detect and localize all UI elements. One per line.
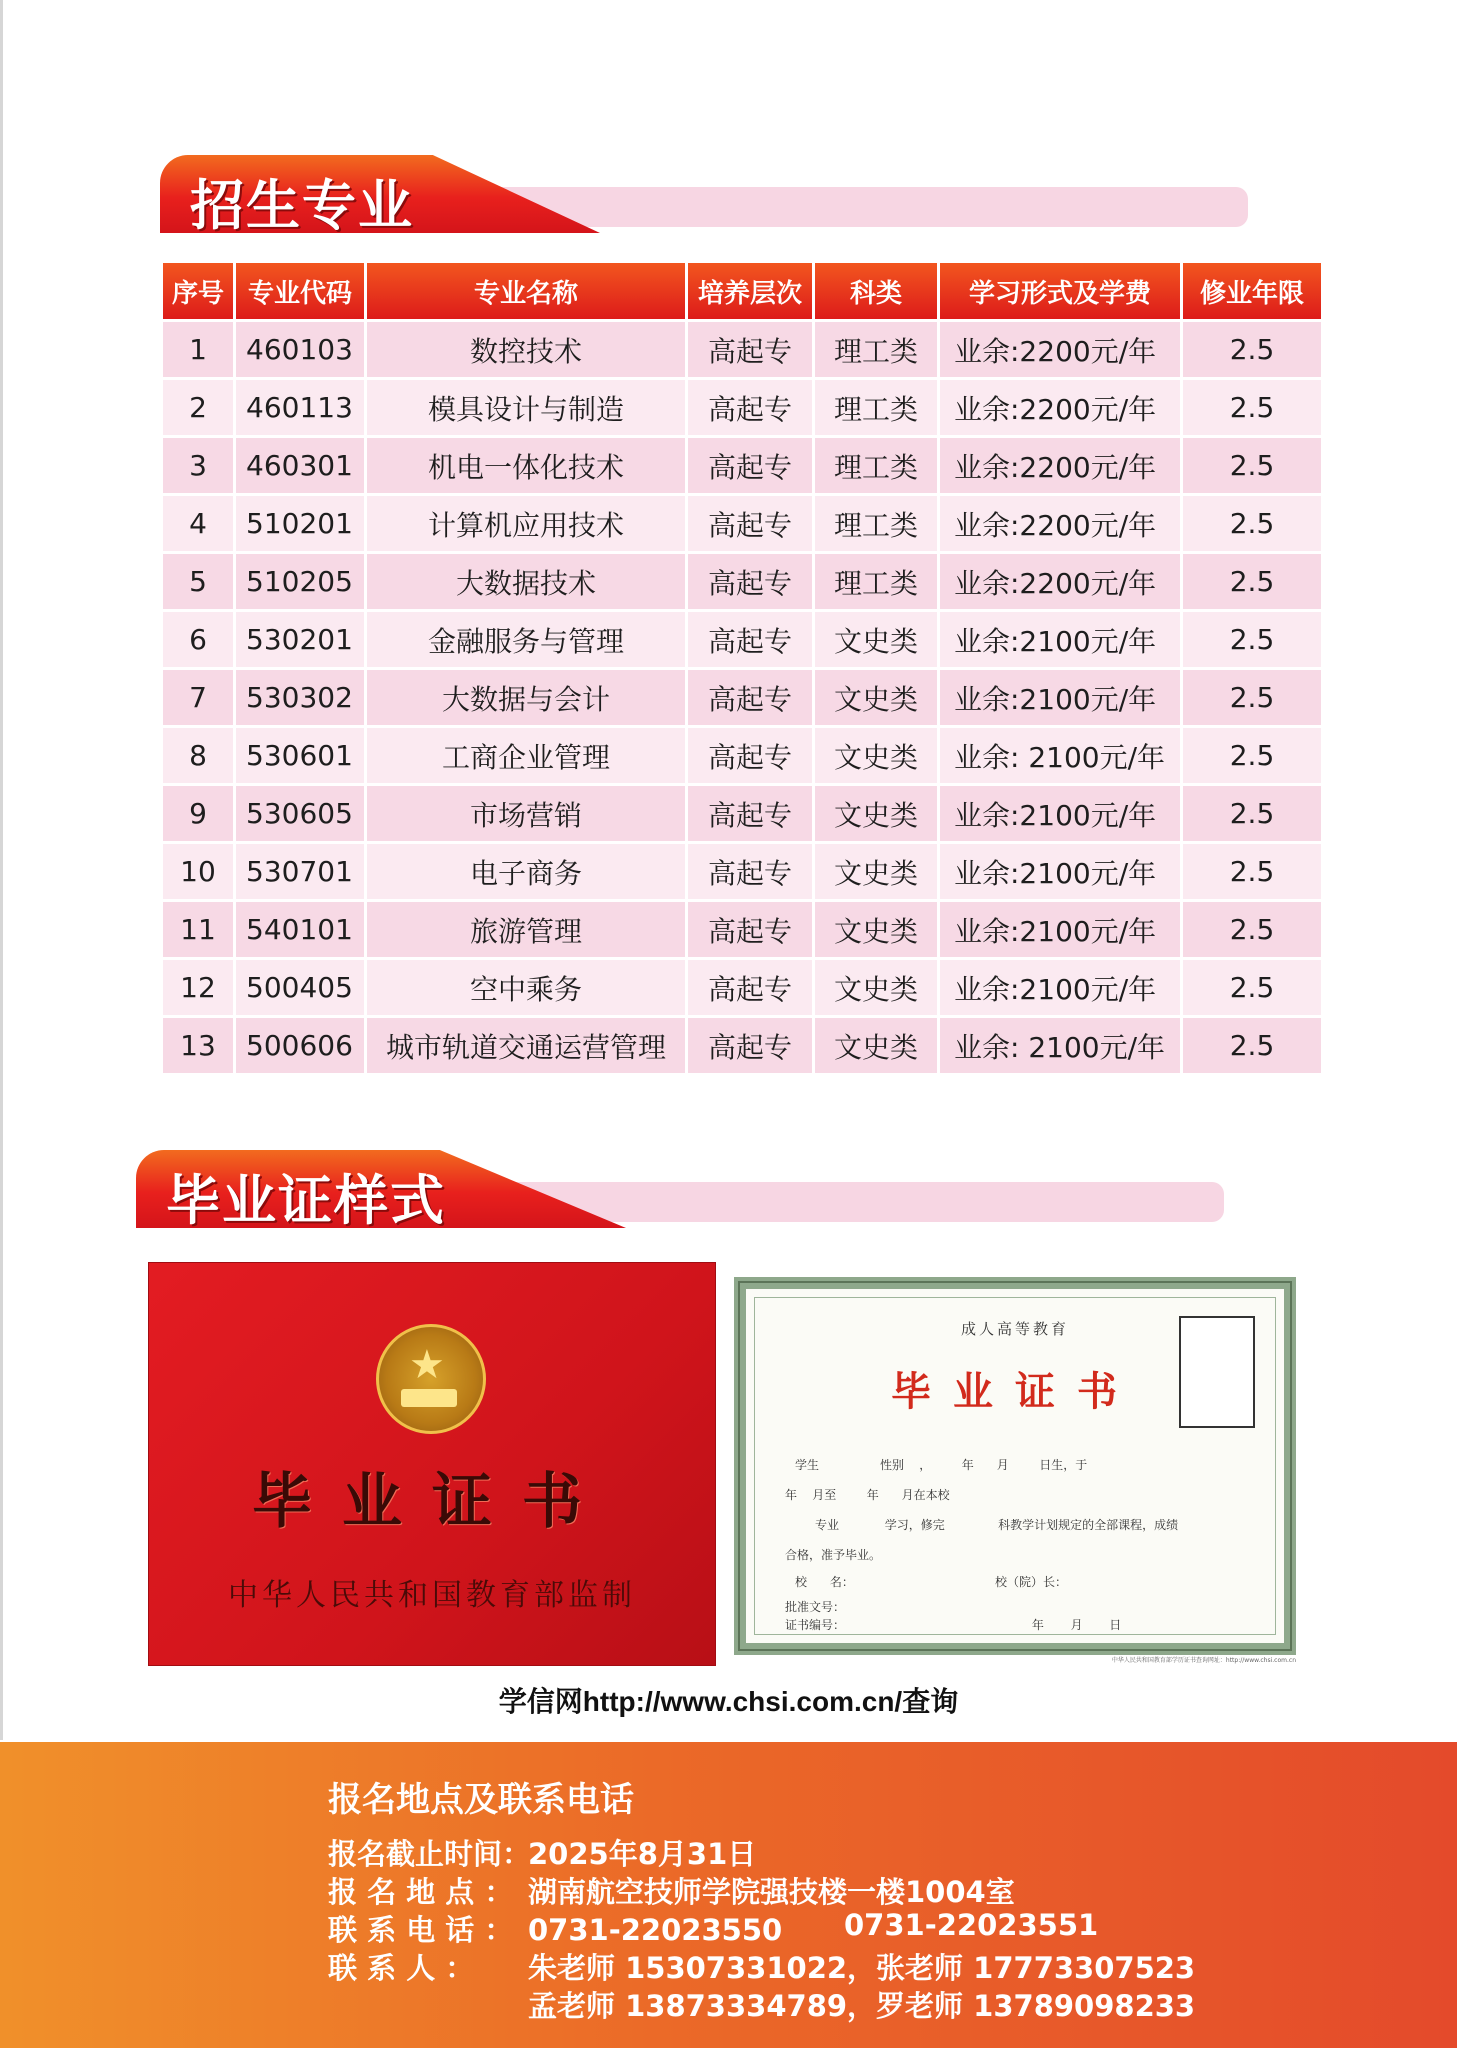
address-value: 湖南航空技师学院强技楼一楼1004室 (528, 1875, 1015, 1909)
phone-label: 联 系 电 话 ： (328, 1913, 514, 1947)
header-cell: 专业代码 (236, 263, 364, 319)
table-row (163, 612, 1321, 667)
table-cell: 12 (163, 960, 233, 1015)
table-cell: 业余:2100元/年 (940, 844, 1180, 899)
deadline-label: 报名截止时间： (328, 1837, 532, 1871)
table-cell: 文史类 (815, 960, 937, 1015)
phone-value-1: 0731-22023550 (528, 1913, 783, 1947)
table-cell: 2.5 (1183, 1018, 1321, 1073)
table-cell: 1 (163, 322, 233, 377)
address-row (328, 1870, 1015, 1911)
table-cell: 文史类 (815, 786, 937, 841)
table-cell: 510205 (236, 554, 364, 609)
table-cell: 高起专 (688, 612, 812, 667)
table-cell: 530605 (236, 786, 364, 841)
header-cell: 科类 (815, 263, 937, 319)
table-row (163, 1018, 1321, 1073)
chsi-caption: 学信网http://www.chsi.com.cn/查询 (498, 1686, 959, 1717)
certificate-footnote: 中华人民共和国教育部学历证书查询网址：http://www.chsi.com.cn (1111, 1657, 1296, 1664)
table-row (163, 786, 1321, 841)
table-cell: 业余:2200元/年 (940, 380, 1180, 435)
table-cell: 11 (163, 902, 233, 957)
table-cell: 高起专 (688, 728, 812, 783)
table-cell: 工商企业管理 (367, 728, 685, 783)
table-cell: 计算机应用技术 (367, 496, 685, 551)
certificate-line: 年 月至 年 月在本校 (785, 1488, 950, 1502)
table-cell: 金融服务与管理 (367, 612, 685, 667)
certificate-title: 毕业证书 (891, 1368, 1139, 1415)
table-cell: 理工类 (815, 322, 937, 377)
table-cell: 高起专 (688, 554, 812, 609)
national-emblem-icon: ★ (376, 1324, 486, 1434)
table-cell: 8 (163, 728, 233, 783)
table-cell: 文史类 (815, 612, 937, 667)
header-cell: 培养层次 (688, 263, 812, 319)
table-cell: 业余:2200元/年 (940, 438, 1180, 493)
table-row (163, 496, 1321, 551)
table-cell: 业余:2100元/年 (940, 786, 1180, 841)
table-cell: 2 (163, 380, 233, 435)
table-cell: 理工类 (815, 438, 937, 493)
photo-placeholder (1179, 1316, 1255, 1428)
table-cell: 大数据技术 (367, 554, 685, 609)
table-cell: 理工类 (815, 554, 937, 609)
deadline-row (328, 1832, 756, 1873)
table-cell: 530701 (236, 844, 364, 899)
certificate-inner-border (754, 1297, 1276, 1635)
table-row (163, 322, 1321, 377)
phone-value-2: 0731-22023551 (844, 1908, 1099, 1942)
table-cell: 理工类 (815, 380, 937, 435)
table-cell: 2.5 (1183, 670, 1321, 725)
table-cell: 业余: 2100元/年 (940, 1018, 1180, 1073)
table-cell: 高起专 (688, 438, 812, 493)
table-cell: 2.5 (1183, 554, 1321, 609)
certificate-line: 批准文号： (785, 1600, 846, 1614)
header-cell: 修业年限 (1183, 263, 1321, 319)
table-cell: 7 (163, 670, 233, 725)
certificate-inner-image (734, 1277, 1296, 1655)
table-cell: 业余:2100元/年 (940, 960, 1180, 1015)
section-banner-majors (160, 155, 1248, 235)
table-cell: 旅游管理 (367, 902, 685, 957)
certificate-line: 专业 学习，修完 科教学计划规定的全部课程，成绩 (815, 1518, 1179, 1532)
table-row (163, 380, 1321, 435)
certificate-line: 学生 性别 ， 年 月 日生，于 (795, 1458, 1088, 1472)
deadline-value: 2025年8月31日 (528, 1837, 757, 1871)
table-cell: 540101 (236, 902, 364, 957)
table-cell: 460301 (236, 438, 364, 493)
header-cell: 学习形式及学费 (940, 263, 1180, 319)
contact-row (328, 1946, 1195, 1987)
table-cell: 业余:2200元/年 (940, 496, 1180, 551)
table-cell: 500606 (236, 1018, 364, 1073)
table-cell: 文史类 (815, 728, 937, 783)
footer-title: 报名地点及联系电话 (328, 1780, 634, 1820)
table-row (163, 438, 1321, 493)
certificate-line: 证书编号： 年 月 日 (785, 1618, 1122, 1632)
table-cell: 2.5 (1183, 902, 1321, 957)
table-row (163, 554, 1321, 609)
table-cell: 2.5 (1183, 960, 1321, 1015)
section-title: 毕业证样式 (166, 1168, 446, 1232)
page-left-rule (0, 0, 3, 1740)
majors-table (160, 260, 1324, 1076)
table-header-row (163, 263, 1321, 319)
table-cell: 文史类 (815, 902, 937, 957)
table-cell: 高起专 (688, 496, 812, 551)
table-row (163, 670, 1321, 725)
cover-subtitle: 中华人民共和国教育部监制 (228, 1578, 636, 1613)
table-cell: 2.5 (1183, 380, 1321, 435)
contact-row-2 (328, 1984, 1195, 2025)
table-cell: 高起专 (688, 380, 812, 435)
table-cell: 高起专 (688, 1018, 812, 1073)
table-cell: 4 (163, 496, 233, 551)
table-cell: 文史类 (815, 844, 937, 899)
table-cell: 460113 (236, 380, 364, 435)
table-row (163, 960, 1321, 1015)
table-cell: 大数据与会计 (367, 670, 685, 725)
table-cell: 城市轨道交通运营管理 (367, 1018, 685, 1073)
table-cell: 3 (163, 438, 233, 493)
table-cell: 空中乘务 (367, 960, 685, 1015)
table-cell: 500405 (236, 960, 364, 1015)
cover-title: 毕业证书 (252, 1467, 612, 1537)
table-cell: 市场营销 (367, 786, 685, 841)
table-cell: 10 (163, 844, 233, 899)
table-cell: 业余:2100元/年 (940, 612, 1180, 667)
table-cell: 业余: 2100元/年 (940, 728, 1180, 783)
contact-value-1: 朱老师 15307331022，张老师 17773307523 (528, 1951, 1196, 1985)
table-cell: 理工类 (815, 496, 937, 551)
section-banner-certificate (136, 1150, 1224, 1230)
table-cell: 13 (163, 1018, 233, 1073)
table-cell: 电子商务 (367, 844, 685, 899)
contact-label: 联 系 人 ： (328, 1951, 475, 1985)
header-cell: 序号 (163, 263, 233, 319)
table-cell: 530601 (236, 728, 364, 783)
table-cell: 530302 (236, 670, 364, 725)
certificate-line: 校 名： 校（院）长： (795, 1575, 1068, 1589)
table-cell: 数控技术 (367, 322, 685, 377)
table-cell: 2.5 (1183, 728, 1321, 783)
table-cell: 高起专 (688, 960, 812, 1015)
table-cell: 业余:2200元/年 (940, 322, 1180, 377)
phone-row (328, 1908, 1099, 1949)
table-cell: 530201 (236, 612, 364, 667)
certificate-top-text: 成人高等教育 (960, 1320, 1069, 1338)
table-cell: 高起专 (688, 902, 812, 957)
table-row (163, 902, 1321, 957)
majors-table-wrap (160, 260, 1320, 1076)
header-cell: 专业名称 (367, 263, 685, 319)
table-cell: 机电一体化技术 (367, 438, 685, 493)
address-label: 报 名 地 点 ： (328, 1875, 514, 1909)
table-cell: 510201 (236, 496, 364, 551)
table-cell: 2.5 (1183, 786, 1321, 841)
contact-footer (0, 1742, 1457, 2048)
table-cell: 460103 (236, 322, 364, 377)
table-cell: 业余:2100元/年 (940, 902, 1180, 957)
table-cell: 2.5 (1183, 496, 1321, 551)
table-row (163, 844, 1321, 899)
table-cell: 2.5 (1183, 438, 1321, 493)
table-cell: 高起专 (688, 670, 812, 725)
table-cell: 业余:2200元/年 (940, 554, 1180, 609)
table-row (163, 728, 1321, 783)
table-cell: 5 (163, 554, 233, 609)
table-cell: 高起专 (688, 844, 812, 899)
table-cell: 文史类 (815, 670, 937, 725)
table-cell: 2.5 (1183, 322, 1321, 377)
table-cell: 模具设计与制造 (367, 380, 685, 435)
certificate-line: 合格，准予毕业。 (785, 1548, 882, 1562)
table-cell: 高起专 (688, 786, 812, 841)
table-cell: 高起专 (688, 322, 812, 377)
table-cell: 业余:2100元/年 (940, 670, 1180, 725)
section-title: 招生专业 (190, 173, 414, 237)
table-cell: 9 (163, 786, 233, 841)
table-cell: 6 (163, 612, 233, 667)
table-cell: 文史类 (815, 1018, 937, 1073)
table-cell: 2.5 (1183, 844, 1321, 899)
table-cell: 2.5 (1183, 612, 1321, 667)
contact-value-2: 孟老师 13873334789，罗老师 13789098233 (528, 1989, 1196, 2023)
certificate-cover-image (148, 1262, 716, 1666)
